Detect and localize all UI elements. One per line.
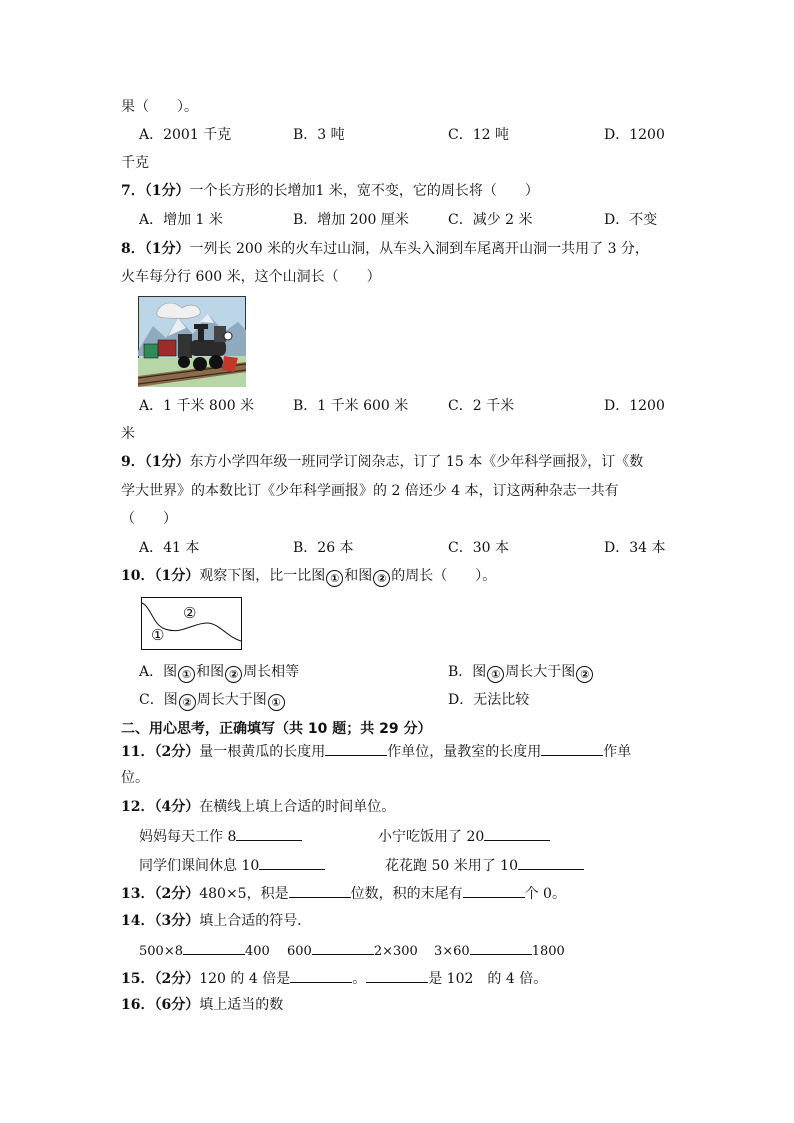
q15-stem [121, 968, 547, 988]
q10-b-circle-2: ② [576, 666, 593, 683]
q11-text-c: 作单 [603, 744, 632, 760]
q11-text-a: 量一根黄瓜的长度用 [199, 744, 326, 760]
q15-text-b: 。 [352, 971, 367, 987]
q13-stem [121, 883, 566, 903]
q12-blank-2[interactable] [484, 826, 550, 841]
q14-blank-1[interactable] [183, 940, 245, 955]
q10-circle-2: ② [373, 570, 390, 587]
q15-blank-1[interactable] [290, 968, 352, 983]
q9-option-a[interactable]: A．41 本 [139, 540, 200, 556]
q11-blank-1[interactable] [325, 741, 387, 756]
q9-option-d[interactable]: D．34 本 [604, 540, 666, 556]
q10-text-c: 的周长（ ）。 [391, 568, 497, 584]
q10-a-pre: A．图 [139, 664, 178, 680]
section-2-title: 二、用心思考，正确填写（共 10 题；共 29 分） [121, 721, 432, 737]
q14-expr-1-right: 400 [244, 944, 270, 959]
q12-number: 12． [121, 799, 155, 815]
q14-blank-3[interactable] [470, 940, 532, 955]
q12-item-1-text: 妈妈每天工作 8 [139, 829, 237, 845]
q14-expr-3-right: 1800 [531, 944, 565, 959]
q12-item-2-text: 小宁吃饭用了 20 [378, 829, 485, 845]
q12-stem [121, 798, 395, 816]
q16-number: 16． [121, 997, 155, 1013]
q13-blank-1[interactable] [289, 883, 351, 898]
q7-text: 一个长方形的长增加1 米，宽不变，它的周长将（ ） [189, 183, 539, 199]
q12-blank-1[interactable] [236, 826, 302, 841]
q15-text-c: 是 102 的 4 倍。 [428, 971, 548, 987]
q15-number: 15． [121, 971, 155, 987]
q13-number: 13． [121, 886, 155, 902]
q6-option-a[interactable]: A．2001 千克 [139, 127, 232, 143]
q10-c-circle-1: ① [268, 694, 285, 711]
q11-stem [121, 741, 631, 761]
q12-blank-4[interactable] [518, 855, 584, 870]
q9-text1: 东方小学四年级一班同学订阅杂志，订了 15 本《少年科学画报》，订《数 [189, 454, 644, 470]
q8-option-a[interactable]: A．1 千米 800 米 [139, 398, 255, 414]
q11-score: （2分） [154, 744, 200, 760]
q12-item-4-text: 花花跑 50 米用了 10 [385, 858, 518, 874]
q10-a-circle-2: ② [225, 666, 242, 683]
q13-text-a: 480×5，积是 [199, 886, 289, 902]
q16-stem [121, 996, 283, 1014]
q7-option-c[interactable]: C．减少 2 米 [448, 212, 533, 228]
q14-expr-3-left: 3×60 [434, 944, 470, 959]
q10-b-pre: B．图 [448, 664, 487, 680]
q8-stem-line1 [121, 240, 649, 258]
q10-option-a[interactable] [139, 663, 299, 683]
q13-score: （2分） [154, 886, 200, 902]
q12-text: 在横线上填上合适的时间单位。 [199, 799, 396, 815]
q10-c-circle-2: ② [179, 694, 196, 711]
q16-text: 填上适当的数 [199, 997, 284, 1013]
q14-expr-1 [139, 940, 270, 961]
q14-text: 填上合适的符号． [199, 913, 312, 929]
q6-stem-tail: 果（ ）。 [121, 99, 198, 115]
q8-number: 8． [121, 241, 145, 257]
q7-score: （1分） [144, 183, 190, 199]
q12-blank-3[interactable] [259, 855, 325, 870]
q12-item-4 [385, 855, 584, 875]
q8-stem-line2: 火车每分行 600 米，这个山洞长（ ） [121, 269, 381, 285]
q7-option-b[interactable]: B．增加 200 厘米 [293, 212, 409, 228]
q6-option-b[interactable]: B．3 吨 [293, 127, 345, 143]
q10-a-circle-1: ① [178, 666, 195, 683]
q10-stem [121, 567, 496, 587]
q7-option-a[interactable]: A．增加 1 米 [139, 212, 223, 228]
q10-a-mid: 和图 [196, 664, 225, 680]
q12-item-1 [139, 826, 302, 846]
q10-option-b[interactable] [448, 663, 594, 683]
figure-label-1: ① [151, 626, 165, 644]
q12-item-3-text: 同学们课间休息 10 [139, 858, 260, 874]
q6-option-d-wrap: 千克 [121, 155, 149, 171]
q13-text-b: 位数，积的末尾有 [350, 886, 463, 902]
q10-c-mid: 周长大于图 [196, 692, 267, 708]
q14-expr-2 [287, 940, 418, 961]
q8-option-b[interactable]: B．1 千米 600 米 [293, 398, 409, 414]
q8-score: （1分） [144, 241, 190, 257]
q11-blank-2[interactable] [541, 741, 603, 756]
q7-number: 7． [121, 183, 145, 199]
q14-expr-3 [434, 940, 565, 961]
q14-expr-1-left: 500×8 [139, 944, 183, 959]
q10-score: （1分） [154, 568, 200, 584]
q10-option-d[interactable]: D．无法比较 [448, 692, 530, 708]
q10-b-mid: 周长大于图 [505, 664, 576, 680]
q10-number: 10． [121, 568, 155, 584]
q14-stem [121, 912, 311, 930]
q10-b-circle-1: ① [487, 666, 504, 683]
q7-option-d[interactable]: D．不变 [604, 212, 658, 228]
q9-option-c[interactable]: C．30 本 [448, 540, 509, 556]
q10-text-b: 和图 [344, 568, 373, 584]
q11-number: 11． [121, 744, 155, 760]
q12-item-3 [139, 855, 325, 875]
q6-option-c[interactable]: C．12 吨 [448, 127, 509, 143]
q11-wrap: 位。 [121, 770, 149, 786]
q10-text-a: 观察下图，比一比图 [199, 568, 326, 584]
q10-circle-1: ① [326, 570, 343, 587]
q8-text1: 一列长 200 米的火车过山洞，从车头入洞到车尾离开山洞一共用了 3 分， [189, 241, 649, 257]
q10-option-c[interactable] [139, 691, 286, 711]
q13-text-c: 个 0。 [524, 886, 566, 902]
q14-expr-2-left: 600 [287, 944, 312, 959]
q12-score: （4分） [154, 799, 200, 815]
q10-c-pre: C．图 [139, 692, 178, 708]
q8-option-d-wrap: 米 [121, 426, 135, 442]
q7-stem [121, 182, 539, 200]
q14-expr-2-right: 2×300 [373, 944, 418, 959]
figure-label-2: ② [183, 604, 197, 622]
q9-stem-line1 [121, 453, 643, 471]
q15-blank-2[interactable] [366, 968, 428, 983]
q15-text-a: 120 的 4 倍是 [199, 971, 291, 987]
q6-option-d[interactable]: D．1200 [604, 127, 665, 143]
q9-number: 9． [121, 454, 145, 470]
q9-score: （1分） [144, 454, 190, 470]
q15-score: （2分） [154, 971, 200, 987]
q12-item-2 [378, 826, 550, 846]
q14-score: （3分） [154, 913, 200, 929]
q9-stem-line2: 学大世界》的本数比订《少年科学画报》的 2 倍还少 4 本，订这两种杂志一共有 [121, 483, 619, 499]
q9-stem-line3: （ ） [121, 511, 177, 527]
q11-text-b: 作单位，量教室的长度用 [387, 744, 542, 760]
q8-option-c[interactable]: C．2 千米 [448, 398, 515, 414]
train-illustration [138, 296, 246, 387]
q16-score: （6分） [154, 997, 200, 1013]
q13-blank-2[interactable] [463, 883, 525, 898]
q9-option-b[interactable]: B．26 本 [293, 540, 354, 556]
q10-a-post: 周长相等 [243, 664, 300, 680]
q14-blank-2[interactable] [312, 940, 374, 955]
q14-number: 14． [121, 913, 155, 929]
q8-option-d[interactable]: D．1200 [604, 398, 665, 414]
